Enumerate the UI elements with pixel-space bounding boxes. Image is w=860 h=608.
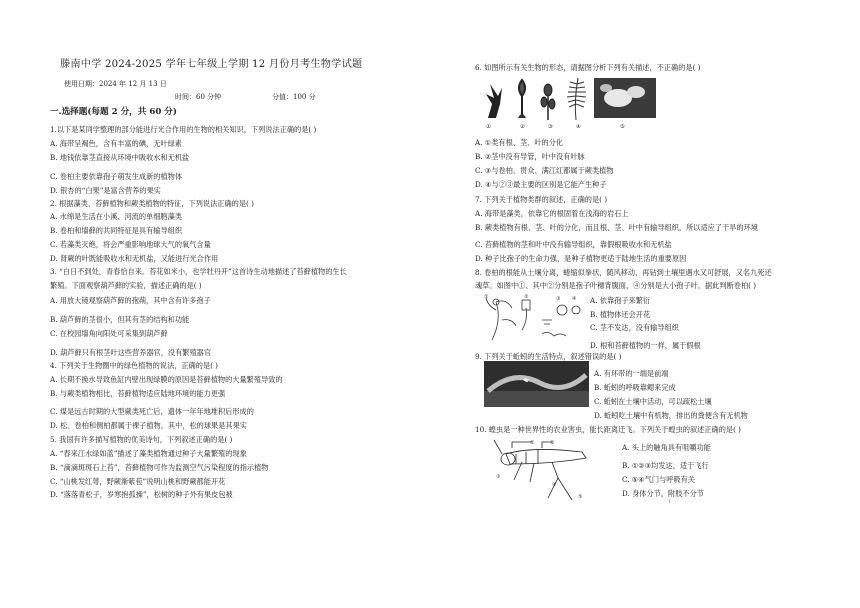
q6-option-1: B. ②茎中没有导管，叶中没有叶脉 bbox=[475, 152, 585, 161]
q6-label-4: ④ bbox=[576, 124, 581, 130]
left-line-24: C. “山桃发红萼，野蕨渐紫苞”说明山桃和野蕨都能开花 bbox=[50, 477, 226, 486]
left-line-11: 繁殖。下面观察葫芦藓的实验，描述正确的是( ) bbox=[50, 281, 202, 290]
section-title: 一.选择题(每题 2 分，共 60 分) bbox=[50, 107, 177, 117]
left-line-12: A. 用放大镜观察葫芦藓的孢蒴，其中含有许多孢子 bbox=[50, 296, 211, 305]
q8-option-1: B. 植物体还会开花 bbox=[590, 310, 651, 319]
q9-line-0: 9. 下列关于蚯蚓的生活特点，叙述错误的是( ) bbox=[475, 352, 622, 361]
q10-option-2: C. ⑤④气门与呼吸有关 bbox=[622, 475, 696, 484]
left-line-25: D. “落落青松子，岁寒抱孤操”，松树的种子外有果皮包被 bbox=[50, 490, 233, 499]
svg-text:③: ③ bbox=[496, 474, 501, 480]
left-line-17: A. 长期不换水导致鱼缸内壁出现绿膜的原因是苔藓植物的大量繁殖导致的 bbox=[50, 375, 283, 384]
left-line-3: C. 卷柏主要依靠孢子萌发生成新的植物体 bbox=[50, 172, 183, 181]
left-line-7: B. 卷柏和墙藓的共同特征是具有输导组织 bbox=[50, 226, 183, 235]
q9-option-2: C. 蚯蚓在土壤中活动，可以疏松土壤 bbox=[594, 397, 712, 406]
svg-text:②: ② bbox=[524, 294, 529, 300]
q6-label-2: ② bbox=[520, 124, 525, 130]
q7-line-4: D. 种子比孢子的生命力强，是种子植物更适于陆地生活的重要原因 bbox=[475, 254, 687, 263]
left-line-8: C. 若藻类灭绝，将会严重影响地球大气的氧气含量 bbox=[50, 240, 211, 249]
left-line-5: 2. 根据藻类、苔藓植物和蕨类植物的特征，下列说法正确的是( ) bbox=[50, 199, 254, 208]
left-line-4: D. 银杏的“白果”是富含营养的果实 bbox=[50, 186, 161, 195]
q8-line-1: 魂草。如图中①、其中②分别是孢子叶穗背腹面，④分别是大小孢子叶。据此判断卷柏( ) bbox=[475, 281, 757, 290]
q6-option-2: C. ③与卷柏、贯众、满江红都属于蕨类植物 bbox=[475, 166, 614, 175]
left-line-0: 1.以下是某同学整理的部分能进行光合作用的生物的相关知识，下列说法正确的是( ) bbox=[50, 125, 317, 134]
q10-line-0: 10. 蝗虫是一种世界性的农业害虫，能长距离迁飞。下列关于蝗虫的叙述正确的是( ) bbox=[475, 425, 741, 434]
q7-line-3: C. 苔藓植物的茎和叶中没有输导组织，靠假根吸收水和无机盐 bbox=[475, 240, 672, 249]
q9-earthworm-image bbox=[484, 361, 589, 407]
q8-line-0: 8. 卷柏的根能从土壤分离，蜷缩似拳状，随风移动，再钻到土壤里遇水又可舒展，又名九死还 bbox=[475, 268, 772, 277]
left-line-16: 4. 下列关于生物圈中的绿色植物的说法，正确的是( ) bbox=[50, 361, 218, 370]
q6-option-0: A. ①类有根、茎、叶的分化 bbox=[475, 138, 564, 147]
q9-option-3: D. 蚯蚓吃土壤中有机物，排出的粪便含有无机物 bbox=[594, 411, 748, 420]
svg-text:①: ① bbox=[530, 440, 535, 446]
q10-option-1: B. ①②③均发达，适于飞行 bbox=[622, 461, 709, 470]
question-6: 6. 如图所示有关生物的形态，请据图分析下列有关描述，不正确的是( ) bbox=[475, 63, 701, 72]
left-line-21: 5. 我国有许多描写植物的优美诗句，下列叙述正确的是( ) bbox=[50, 435, 233, 444]
time-line: 时间：60 分钟 bbox=[175, 93, 222, 101]
q9-option-1: B. 蚯蚓的呼吸靠鳃来完成 bbox=[594, 383, 676, 392]
svg-text:①: ① bbox=[484, 294, 489, 300]
left-line-22: A. “春来江水绿如蓝”描述了藻类植物通过种子大量繁殖的现象 bbox=[50, 449, 247, 458]
date-line: 使用日期：2024 年 12 月 13 日 bbox=[64, 80, 167, 88]
q6-label-5: ⑤ bbox=[620, 124, 625, 130]
left-line-20: D. 松、卷柏和侧柏都属于裸子植物，其中，松的球果是其果实 bbox=[50, 421, 247, 430]
svg-text:⑤: ⑤ bbox=[578, 494, 583, 500]
left-line-14: C. 在校园墙角向阳处可采集到葫芦藓 bbox=[50, 329, 168, 338]
q7-line-2: B. 蕨类植物有根、茎、叶的分化，而且根、茎、叶中有输导组织，所以适应了干旱的环境 bbox=[475, 223, 758, 232]
svg-text:④: ④ bbox=[552, 482, 557, 488]
left-line-9: D. 肾蕨的叶既能吸收水和无机盐，又能进行光合作用 bbox=[50, 254, 219, 263]
q6-label-1: ① bbox=[486, 124, 491, 130]
q8-selaginella-image bbox=[482, 290, 592, 348]
page-title: 滕南中学 2024-2025 学年七年级上学期 12 月份月考生物学试题 bbox=[60, 59, 363, 70]
left-line-10: 3. “白日不到处，青春恰自来。苔花如米小，也学牡丹开”这首诗生动地描述了苔藓植物的生长 bbox=[50, 267, 347, 276]
q7-line-0: 7. 下列关于植物类群的叙述，正确的是( ) bbox=[475, 195, 608, 204]
score-line: 分值：100 分 bbox=[272, 93, 316, 101]
q10-option-0: A. 头上的触角具有咀嚼功能 bbox=[622, 443, 711, 452]
q6-label-3: ③ bbox=[548, 124, 553, 130]
q6-plant-images bbox=[478, 74, 658, 126]
svg-text:④: ④ bbox=[572, 296, 577, 302]
left-line-2: B. 地钱依靠茎直接从环境中吸收水和无机盐 bbox=[50, 153, 190, 162]
left-line-13: B. 葫芦藓的茎很小，但其有茎的结构和功能 bbox=[50, 315, 190, 324]
left-line-6: A. 水绵是生活在小溪、河流的单细胞藻类 bbox=[50, 212, 182, 221]
left-line-1: A. 海带呈褐色，含有丰富的碘，无叶绿素 bbox=[50, 139, 182, 148]
q8-option-0: A. 依靠孢子来繁衍 bbox=[590, 296, 651, 305]
svg-text:③: ③ bbox=[556, 296, 561, 302]
svg-text:②: ② bbox=[550, 440, 555, 446]
q6-option-3: D. ④与②③最主要的区别是它能产生种子 bbox=[475, 180, 607, 189]
left-line-23: B. “滴滴斑斑石上苔”，苔藓植物可作为监测空气污染程度的指示植物 bbox=[50, 463, 269, 472]
left-line-18: B. 与蕨类植物相比，苔藓植物适应陆地环境的能力更强 bbox=[50, 389, 226, 398]
q10-grasshopper-image bbox=[492, 436, 602, 506]
page-number: 1 bbox=[668, 500, 671, 505]
q9-option-0: A. 有环带的一端是前端 bbox=[594, 369, 669, 378]
q10-option-3: D. 身体分节，附肢不分节 bbox=[622, 489, 704, 498]
q8-option-2: C. 茎不发达，没有输导组织 bbox=[590, 323, 679, 332]
q8-option-3: D. 根和苔藓植物的一样，属于假根 bbox=[590, 341, 701, 350]
left-line-15: D. 葫芦藓只有根茎叶这些营养器官，没有繁殖器官 bbox=[50, 348, 212, 357]
q7-line-1: A. 海带是藻类，依靠它的根固着在浅海的岩石上 bbox=[475, 209, 629, 218]
left-line-19: C. 煤是远古时期的大型蕨类死亡后，遗体一年年地堆积后形成的 bbox=[50, 407, 254, 416]
